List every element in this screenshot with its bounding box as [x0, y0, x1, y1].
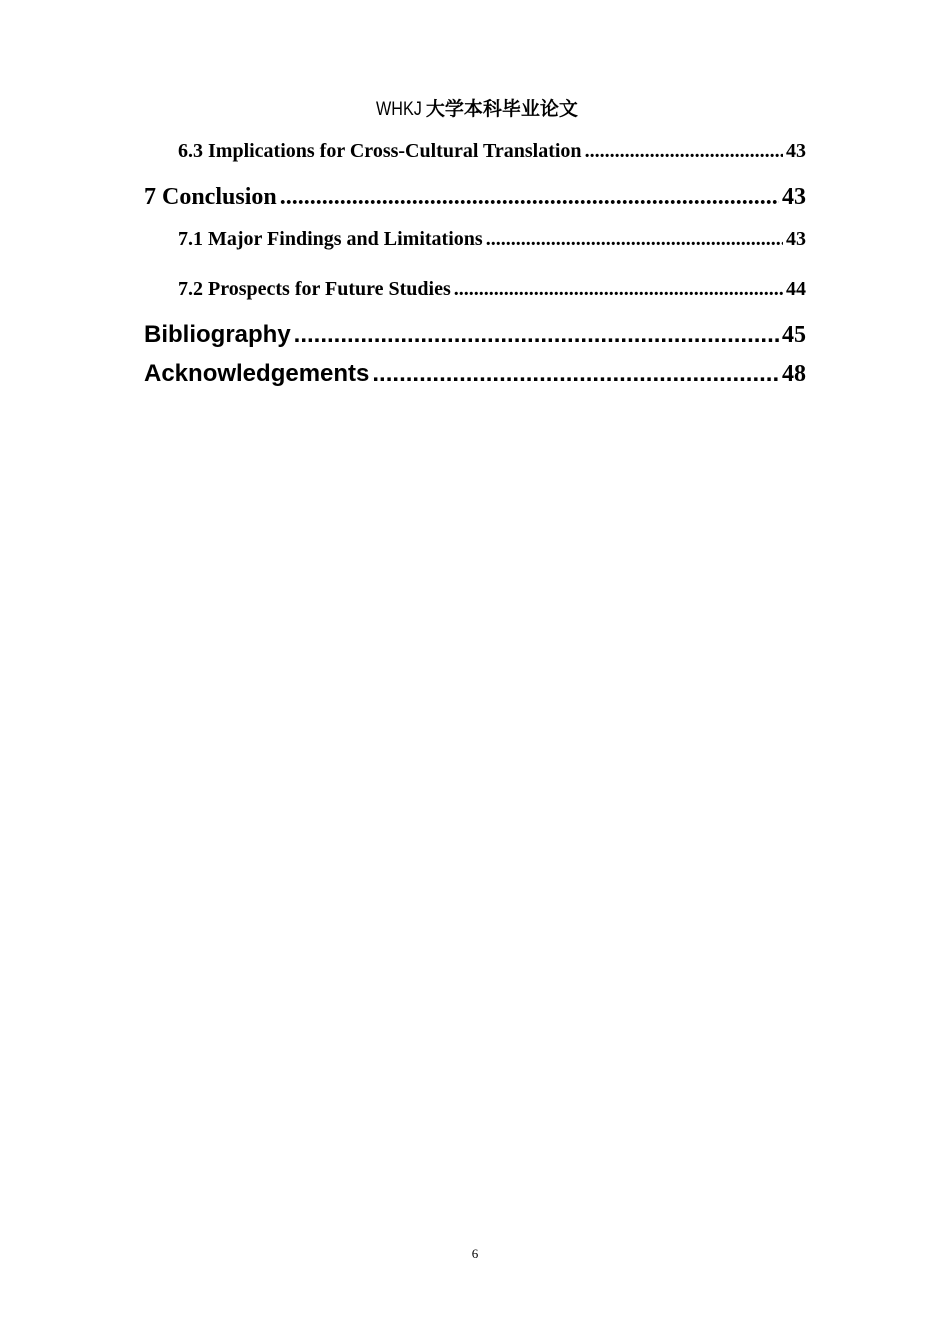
- toc-entry-title: 7 Conclusion: [144, 184, 277, 210]
- header-institution-code: WHKJ: [376, 99, 422, 120]
- toc-dot-leader: [280, 184, 779, 211]
- toc-dot-leader: [486, 228, 783, 251]
- toc-entry-title: Acknowledgements: [144, 360, 370, 387]
- toc-entry-page: 44: [786, 278, 806, 300]
- toc-entry-acknowledgements[interactable]: [144, 360, 806, 388]
- toc-entry-page: 43: [786, 140, 806, 162]
- toc-dot-leader: [585, 140, 783, 163]
- toc-dot-leader: [294, 321, 779, 349]
- running-header: [0, 94, 950, 121]
- toc-entry-page: 43: [786, 228, 806, 250]
- toc-entry-page: 48: [782, 361, 806, 387]
- header-thesis-type: 大学本科毕业论文: [425, 98, 578, 120]
- toc-dot-leader: [372, 360, 779, 388]
- page-number: 6: [471, 1246, 479, 1261]
- toc-entry-page: 45: [782, 322, 806, 348]
- toc-entry-chapter-7[interactable]: [144, 184, 806, 211]
- toc-entry-title: 7.1 Major Findings and Limitations: [178, 228, 483, 250]
- toc-entry-7-1[interactable]: [178, 228, 806, 251]
- toc-entry-6-3[interactable]: [178, 140, 806, 163]
- toc-entry-7-2[interactable]: [178, 278, 806, 301]
- toc-entry-title: 6.3 Implications for Cross-Cultural Translation: [178, 140, 582, 162]
- toc-entry-page: 43: [782, 184, 806, 210]
- toc-entry-title: Bibliography: [144, 321, 291, 348]
- toc-entry-title: 7.2 Prospects for Future Studies: [178, 278, 451, 300]
- toc-entry-bibliography[interactable]: [144, 321, 806, 349]
- toc-dot-leader: [454, 278, 783, 301]
